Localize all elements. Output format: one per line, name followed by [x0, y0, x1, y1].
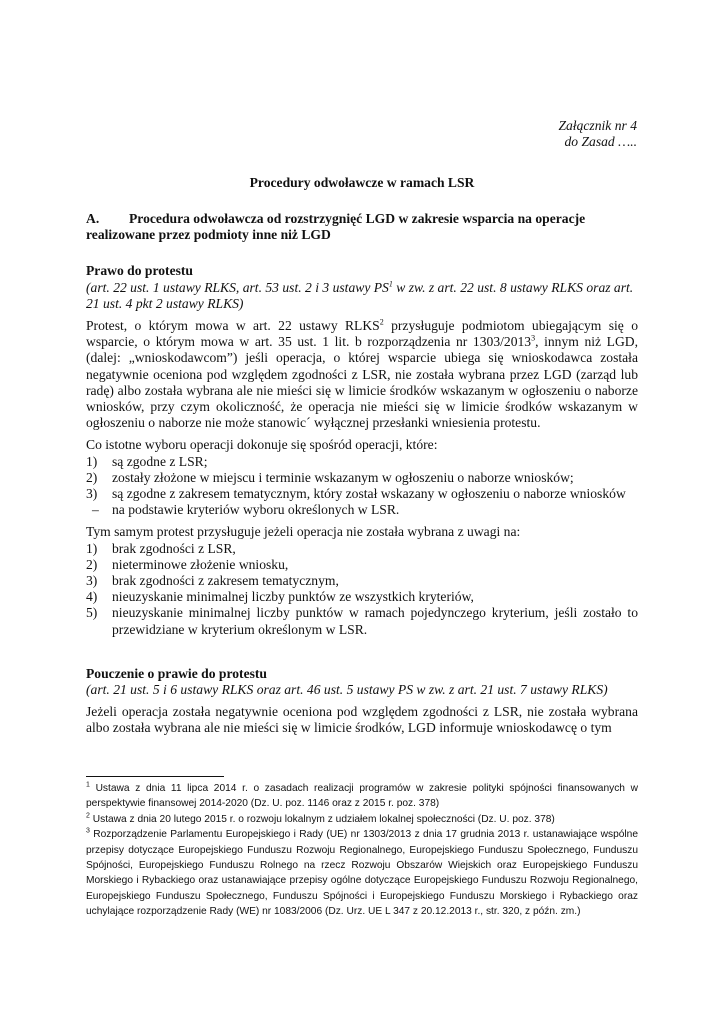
list-item: 1) brak zgodności z LSR, [86, 540, 236, 556]
list-item: 3) brak zgodności z zakresem tematycznym, [86, 573, 339, 589]
instruction-legal-basis: (art. 21 ust. 5 i 6 ustawy RLKS oraz art. 46 ust. 5 ustawy PS w zw. z art. 21 ust. 7 ustawy RLKS) [86, 682, 608, 698]
annex-label [558, 118, 637, 150]
selection-criteria-list [86, 454, 638, 503]
section-a-heading [86, 211, 638, 243]
list-item: 5) nieuzyskanie minimalnej liczby punktów w ramach pojedynczego kryterium, jeśli zostało to przewidziane w kryterium określonym w LSR. [86, 605, 638, 637]
section-a-title-line1: Procedura odwoławcza od rozstrzygnięć LGD w zakresie wsparcia na operacje [129, 211, 586, 226]
annex-reference: do Zasad ….. [564, 134, 637, 149]
footnotes [86, 776, 638, 920]
document-body [86, 211, 638, 737]
section-a-title-line2: realizowane przez podmioty inne niż LGD [86, 227, 331, 243]
list-item: 4) nieuzyskanie minimalnej liczby punktów ze wszystkich kryteriów, [86, 589, 474, 605]
criteria-dash-item: – na podstawie kryteriów wyboru określonych w LSR. [92, 502, 400, 518]
section-a-number: A. [86, 211, 100, 226]
list-item: 2) nieterminowe złożenie wniosku, [86, 556, 289, 572]
instruction-heading: Pouczenie o prawie do protestu [86, 665, 267, 681]
footnote-2: $^2$ Ustawa z dnia 20 lutego 2015 r. o rozwoju lokalnym z udziałem lokalnej społeczności (Dz. U. poz. 378) [86, 812, 555, 825]
document-title: Procedury odwoławcze w ramach LSR [249, 175, 475, 190]
right-to-protest-heading: Prawo do protestu [86, 263, 193, 279]
protest-grounds-intro: Tym samym protest przysługuje jeżeli operacja nie została wybrana z uwagi na: [86, 524, 521, 540]
protest-grounds-list [86, 541, 638, 638]
footnote-ref-2[interactable]: 2 [379, 317, 384, 327]
list-item: 3) są zgodne z zakresem tematycznym, który został wskazany w ogłoszeniu o naborze wniosków [86, 486, 626, 502]
footnote-ref-3[interactable]: 3 [531, 333, 536, 343]
footnote-ref-1[interactable]: 1 [388, 279, 393, 289]
protest-paragraph: Protest, o którym mowa w art. 22 ustawy RLKS$^2$ przysługuje podmiotom ubiegającym się o wsparcie, o którym mowa w art. 35 ust. 1 lit. b rozporządzenia nr 1303/2013$^3$, innym niż LGD, (dalej: „wnioskodawcom”) jeśli operacja, o której wsparcie ubiega się wnioskodawca została negatywnie oceniona pod względem zgodności z LSR, nie została wybrana przez LGD (zarząd lub radę) albo została wybrana ale nie mieści się w limicie środków wskazanym w ogłoszeniu o naborze wniosków, przy czym okoliczność, że operacja nie mieści się w limicie środków wskazanym w ogłoszeniu o naborze nie może stanowic´ wyłącznej przesłanki wniesienia protestu. [86, 317, 638, 431]
footnote-separator [86, 776, 224, 777]
list-item: 2) zostały złożone w miejscu i terminie wskazanym w ogłoszeniu o naborze wniosków; [86, 469, 574, 485]
selection-intro: Co istotne wyboru operacji dokonuje się spośród operacji, które: [86, 437, 438, 453]
instruction-paragraph: Jeżeli operacja została negatywnie oceniona pod względem zgodności z LSR, nie została wybrana albo została wybrana ale nie mieści się w limicie środków, LGD informuje wnioskodawcę o tym [86, 704, 638, 736]
footnote-1: $^1$ Ustawa z dnia 11 lipca 2014 r. o zasadach realizacji programów w zakresie polityki spójności finansowanych w perspektywie finansowej 2014-2020 (Dz. U. poz. 1146 oraz z 2015 r. poz. 378) [86, 781, 638, 810]
right-to-protest-legal-basis: (art. 22 ust. 1 ustawy RLKS, art. 53 ust. 2 i 3 ustawy $PS^1$ w zw. z art. 22 ust. 8 ustawy RLKS oraz art. 21 ust. 4 pkt 2 ustawy RLKS) [86, 279, 634, 311]
footnote-3: $^3$ Rozporządzenie Parlamentu Europejskiego i Rady (UE) nr 1303/2013 z dnia 17 grudnia 2013 r. ustanawiające wspólne przepisy dotyczące Europejskiego Funduszu Rozwoju Regionalnego, Europejskiego Funduszu Społecznego, Funduszu Spójności, Europejskiego Funduszu Rolnego na rzecz Rozwoju Obszarów Wiejskich oraz Europejskiego Funduszu Morskiego i Rybackiego oraz ustanawiające przepisy ogólne dotyczące Europejskiego Funduszu Rozwoju Regionalnego, Europejskiego Funduszu Społecznego, Funduszu Spójności i Europejskiego Funduszu Morskiego i Rybackiego oraz uchylające rozporządzenie Rady (WE) nr 1083/2006 (Dz. Urz. UE L 347 z 20.12.2013 r., str. 320, z późn. zm.) [86, 827, 638, 918]
annex-number: Załącznik nr 4 [558, 118, 637, 133]
list-item: 1) są zgodne z LSR; [86, 453, 208, 469]
